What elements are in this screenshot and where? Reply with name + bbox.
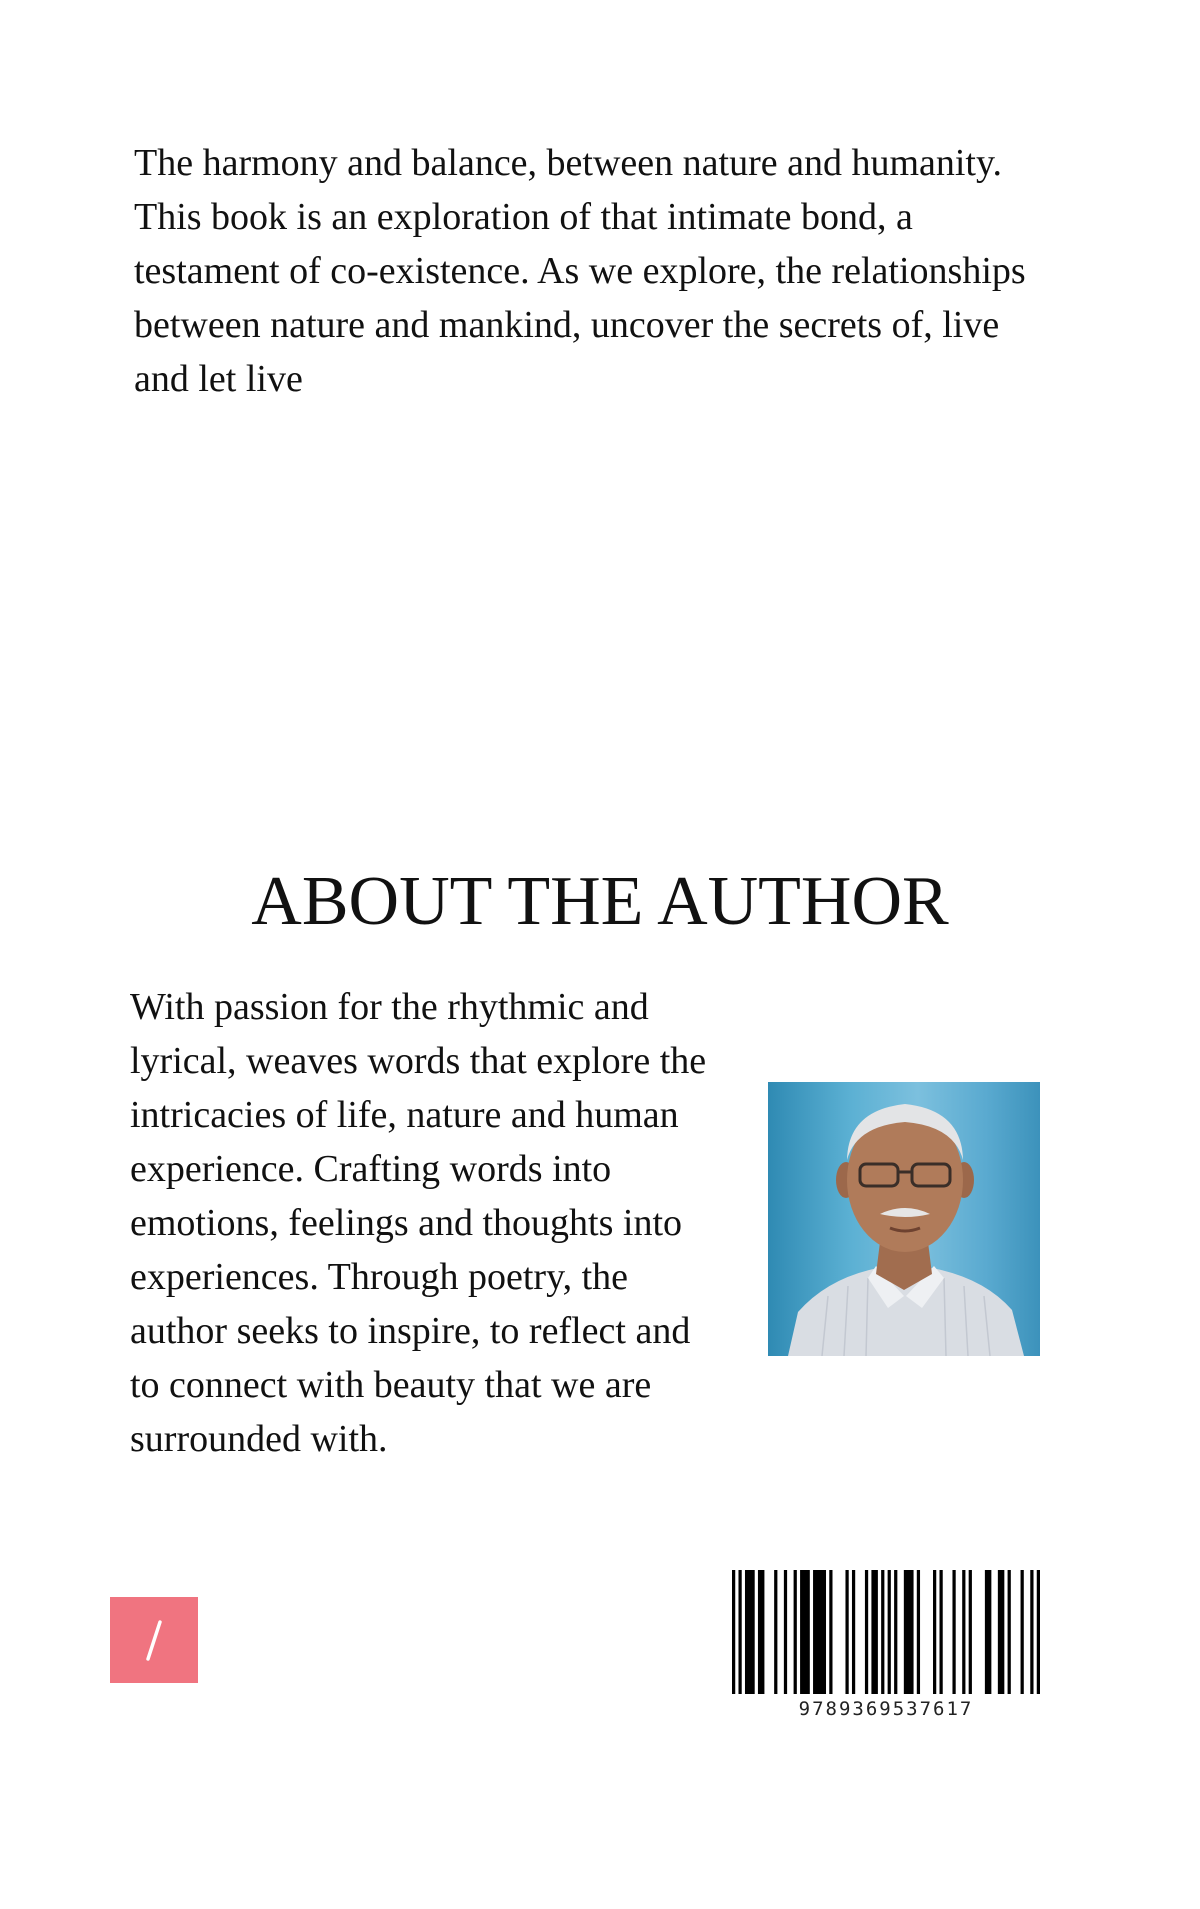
barcode-bar: [871, 1570, 877, 1694]
author-photo: [768, 1082, 1040, 1356]
barcode-bar: [758, 1570, 764, 1694]
author-bio: With passion for the rhythmic and lyrical, weaves words that explore the intricacies of life, nature and human experience. Crafting words into emotions, feelings and thoughts into experiences. Through poetry, the author seeks to inspire, to reflect and to connect with beauty that we are surrounded with.: [130, 986, 707, 1460]
slash-logo-icon: [110, 1597, 198, 1683]
barcode-bar: [774, 1570, 777, 1694]
barcode-bars-icon: [732, 1570, 1040, 1694]
book-blurb: The harmony and balance, between nature and humanity. This book is an exploration of that intimate bond, a testament of co-existence. As we explore, the relationships between nature and mankind, uncover the secrets of, live and let live: [134, 142, 1026, 400]
barcode-bar: [888, 1570, 891, 1694]
barcode-bar: [894, 1570, 897, 1694]
barcode-bar: [1030, 1570, 1033, 1694]
isbn-number: 9789369537617: [798, 1698, 974, 1720]
barcode-bar: [738, 1570, 741, 1694]
about-author-heading: ABOUT THE AUTHOR: [251, 863, 949, 940]
isbn-barcode: [732, 1570, 1040, 1720]
barcode-bar: [962, 1570, 965, 1694]
barcode-bar: [1037, 1570, 1040, 1694]
barcode-bar: [865, 1570, 868, 1694]
barcode-bar: [852, 1570, 855, 1694]
barcode-bar: [732, 1570, 735, 1694]
barcode-bar: [917, 1570, 920, 1694]
barcode-bar: [1008, 1570, 1011, 1694]
barcode-bar: [784, 1570, 787, 1694]
barcode-bar: [845, 1570, 848, 1694]
barcode-bar: [904, 1570, 914, 1694]
barcode-bar: [985, 1570, 991, 1694]
barcode-bar: [813, 1570, 826, 1694]
barcode-bar: [933, 1570, 936, 1694]
barcode-bar: [998, 1570, 1004, 1694]
barcode-bar: [794, 1570, 797, 1694]
barcode-bar: [800, 1570, 810, 1694]
barcode-bar: [829, 1570, 832, 1694]
barcode-bar: [1021, 1570, 1024, 1694]
barcode-bar: [969, 1570, 972, 1694]
barcode-bar: [939, 1570, 942, 1694]
barcode-bar: [745, 1570, 755, 1694]
barcode-bar: [952, 1570, 955, 1694]
barcode-bar: [881, 1570, 884, 1694]
